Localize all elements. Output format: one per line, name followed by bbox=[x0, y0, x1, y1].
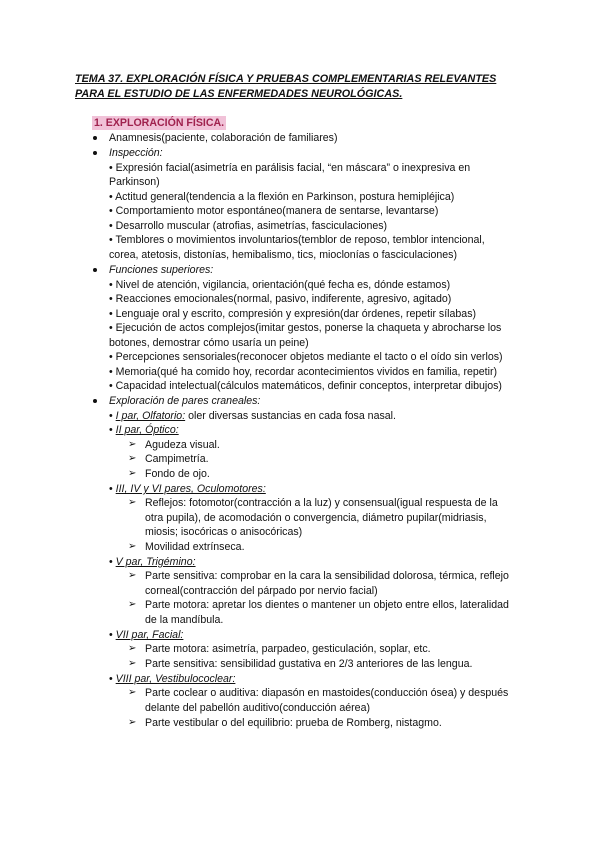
insp-line-7: corea, atetosis, distonías, hemibalismo, tics, mioclonías o fasciculaciones) bbox=[109, 249, 457, 261]
par-5-label: V par, Trigémino: bbox=[115, 556, 196, 568]
par-8-item: • VIII par, Vestibulococlear: bbox=[109, 673, 236, 685]
bullet-icon bbox=[93, 136, 97, 140]
par-5-line-2: corneal(contracción del párpado por nervio facial) bbox=[145, 585, 378, 597]
par-3-line-3: miosis; isocóricas o anisocóricas) bbox=[145, 526, 303, 538]
par-8-label: VIII par, Vestibulococlear: bbox=[115, 673, 236, 685]
bullet-icon bbox=[93, 151, 97, 155]
title-line-1: TEMA 37. EXPLORACIÓN FÍSICA Y PRUEBAS COMPLEMENTARIAS RELEVANTES bbox=[75, 73, 497, 85]
par-7-label: VII par, Facial: bbox=[115, 629, 184, 641]
func-line-2: • Reacciones emocionales(normal, pasivo, indiferente, agresivo, agitado) bbox=[109, 293, 452, 305]
insp-line-5: • Desarrollo muscular (atrofias, asimetrías, fasciculaciones) bbox=[109, 220, 388, 232]
func-line-6: • Percepciones sensoriales(reconocer objetos mediante el tacto o el oído sin verlos) bbox=[109, 351, 503, 363]
par-8-line-2: delante del pabellón auditivo(conducción aérea) bbox=[145, 702, 370, 714]
par-1-text: oler diversas sustancias en cada fosa nasal. bbox=[185, 410, 396, 422]
func-line-7: • Memoria(qué ha comido hoy, recordar acontecimientos vividos en familia, repetir) bbox=[109, 366, 497, 378]
par-2-line-2: Campimetría. bbox=[145, 453, 209, 465]
par-5-line-3: Parte motora: apretar los dientes o mantener un objeto entre ellos, lateralidad bbox=[145, 599, 509, 611]
bullet-icon bbox=[93, 399, 97, 403]
par-8-line-1: Parte coclear o auditiva: diapasón en mastoides(conducción ósea) y después bbox=[145, 687, 509, 699]
func-line-1: • Nivel de atención, vigilancia, orientación(qué fecha es, dónde estamos) bbox=[109, 279, 451, 291]
insp-line-4: • Comportamiento motor espontáneo(manera de sentarse, levantarse) bbox=[109, 205, 439, 217]
section-heading bbox=[92, 116, 226, 130]
arrow-icon: ➢ bbox=[128, 453, 137, 464]
par-3-line-2: otra pupila), de acomodación o convergencia, diámetro pupilar(midriasis, bbox=[145, 512, 487, 524]
arrow-icon: ➢ bbox=[128, 439, 137, 450]
insp-line-2: Parkinson) bbox=[109, 176, 160, 188]
func-line-4: • Ejecución de actos complejos(imitar gestos, ponerse la chaqueta y abrocharse los bbox=[109, 322, 502, 334]
par-2-line-1: Agudeza visual. bbox=[145, 439, 220, 451]
par-7-item: • VII par, Facial: bbox=[109, 629, 184, 641]
section-heading-text: 1. EXPLORACIÓN FÍSICA. bbox=[94, 117, 225, 129]
arrow-icon: ➢ bbox=[128, 687, 137, 698]
par-7-line-1: Parte motora: asimetría, parpadeo, gesticulación, soplar, etc. bbox=[145, 643, 431, 655]
par-3-label: III, IV y VI pares, Oculomotores: bbox=[115, 483, 266, 495]
par-1-label: I par, Olfatorio: bbox=[115, 410, 186, 422]
par-5-line-1: Parte sensitiva: comprobar en la cara la sensibilidad dolorosa, térmica, reflejo bbox=[145, 570, 509, 582]
bullet-icon bbox=[93, 268, 97, 272]
arrow-icon: ➢ bbox=[128, 643, 137, 654]
par-3-item: • III, IV y VI pares, Oculomotores: bbox=[109, 483, 266, 495]
par-3-line-4: Movilidad extrínseca. bbox=[145, 541, 245, 553]
insp-line-1: • Expresión facial(asimetría en parálisis facial, “en máscara” o inexpresiva en bbox=[109, 162, 471, 174]
par-3-line-1: Reflejos: fotomotor(contracción a la luz) y consensual(igual respuesta de la bbox=[145, 497, 498, 509]
par-1-item: • I par, Olfatorio: oler diversas sustancias en cada fosa nasal. bbox=[109, 410, 396, 422]
arrow-icon: ➢ bbox=[128, 658, 137, 669]
par-2-item: • II par, Óptico: bbox=[109, 424, 179, 436]
insp-line-3: • Actitud general(tendencia a la flexión en Parkinson, postura hemipléjica) bbox=[109, 191, 455, 203]
arrow-icon: ➢ bbox=[128, 570, 137, 581]
arrow-icon: ➢ bbox=[128, 468, 137, 479]
par-8-line-3: Parte vestibular o del equilibrio: prueba de Romberg, nistagmo. bbox=[145, 717, 442, 729]
anamnesis-item: Anamnesis(paciente, colaboración de familiares) bbox=[109, 132, 338, 144]
document-title bbox=[75, 72, 545, 102]
func-line-5: botones, demostrar cómo usaría un peine) bbox=[109, 337, 309, 349]
func-line-3: • Lenguaje oral y escrito, compresión y expresión(dar órdenes, repetir sílabas) bbox=[109, 308, 477, 320]
par-2-line-3: Fondo de ojo. bbox=[145, 468, 210, 480]
par-5-item: • V par, Trigémino: bbox=[109, 556, 196, 568]
funciones-heading: Funciones superiores: bbox=[109, 264, 214, 276]
func-line-8: • Capacidad intelectual(cálculos matemáticos, definir conceptos, interpretar dibujos) bbox=[109, 380, 502, 392]
par-5-line-4: de la mandíbula. bbox=[145, 614, 224, 626]
arrow-icon: ➢ bbox=[128, 717, 137, 728]
par-7-line-2: Parte sensitiva: sensibilidad gustativa en 2/3 anteriores de las lengua. bbox=[145, 658, 473, 670]
title-line-2: PARA EL ESTUDIO DE LAS ENFERMEDADES NEUROLÓGICAS. bbox=[75, 88, 403, 100]
inspeccion-heading: Inspección: bbox=[109, 147, 163, 159]
arrow-icon: ➢ bbox=[128, 497, 137, 508]
par-2-label: II par, Óptico: bbox=[115, 424, 179, 436]
arrow-icon: ➢ bbox=[128, 541, 137, 552]
arrow-icon: ➢ bbox=[128, 599, 137, 610]
insp-line-6: • Temblores o movimientos involuntarios(temblor de reposo, temblor intencional, bbox=[109, 234, 485, 246]
pares-heading: Exploración de pares craneales: bbox=[109, 395, 261, 407]
